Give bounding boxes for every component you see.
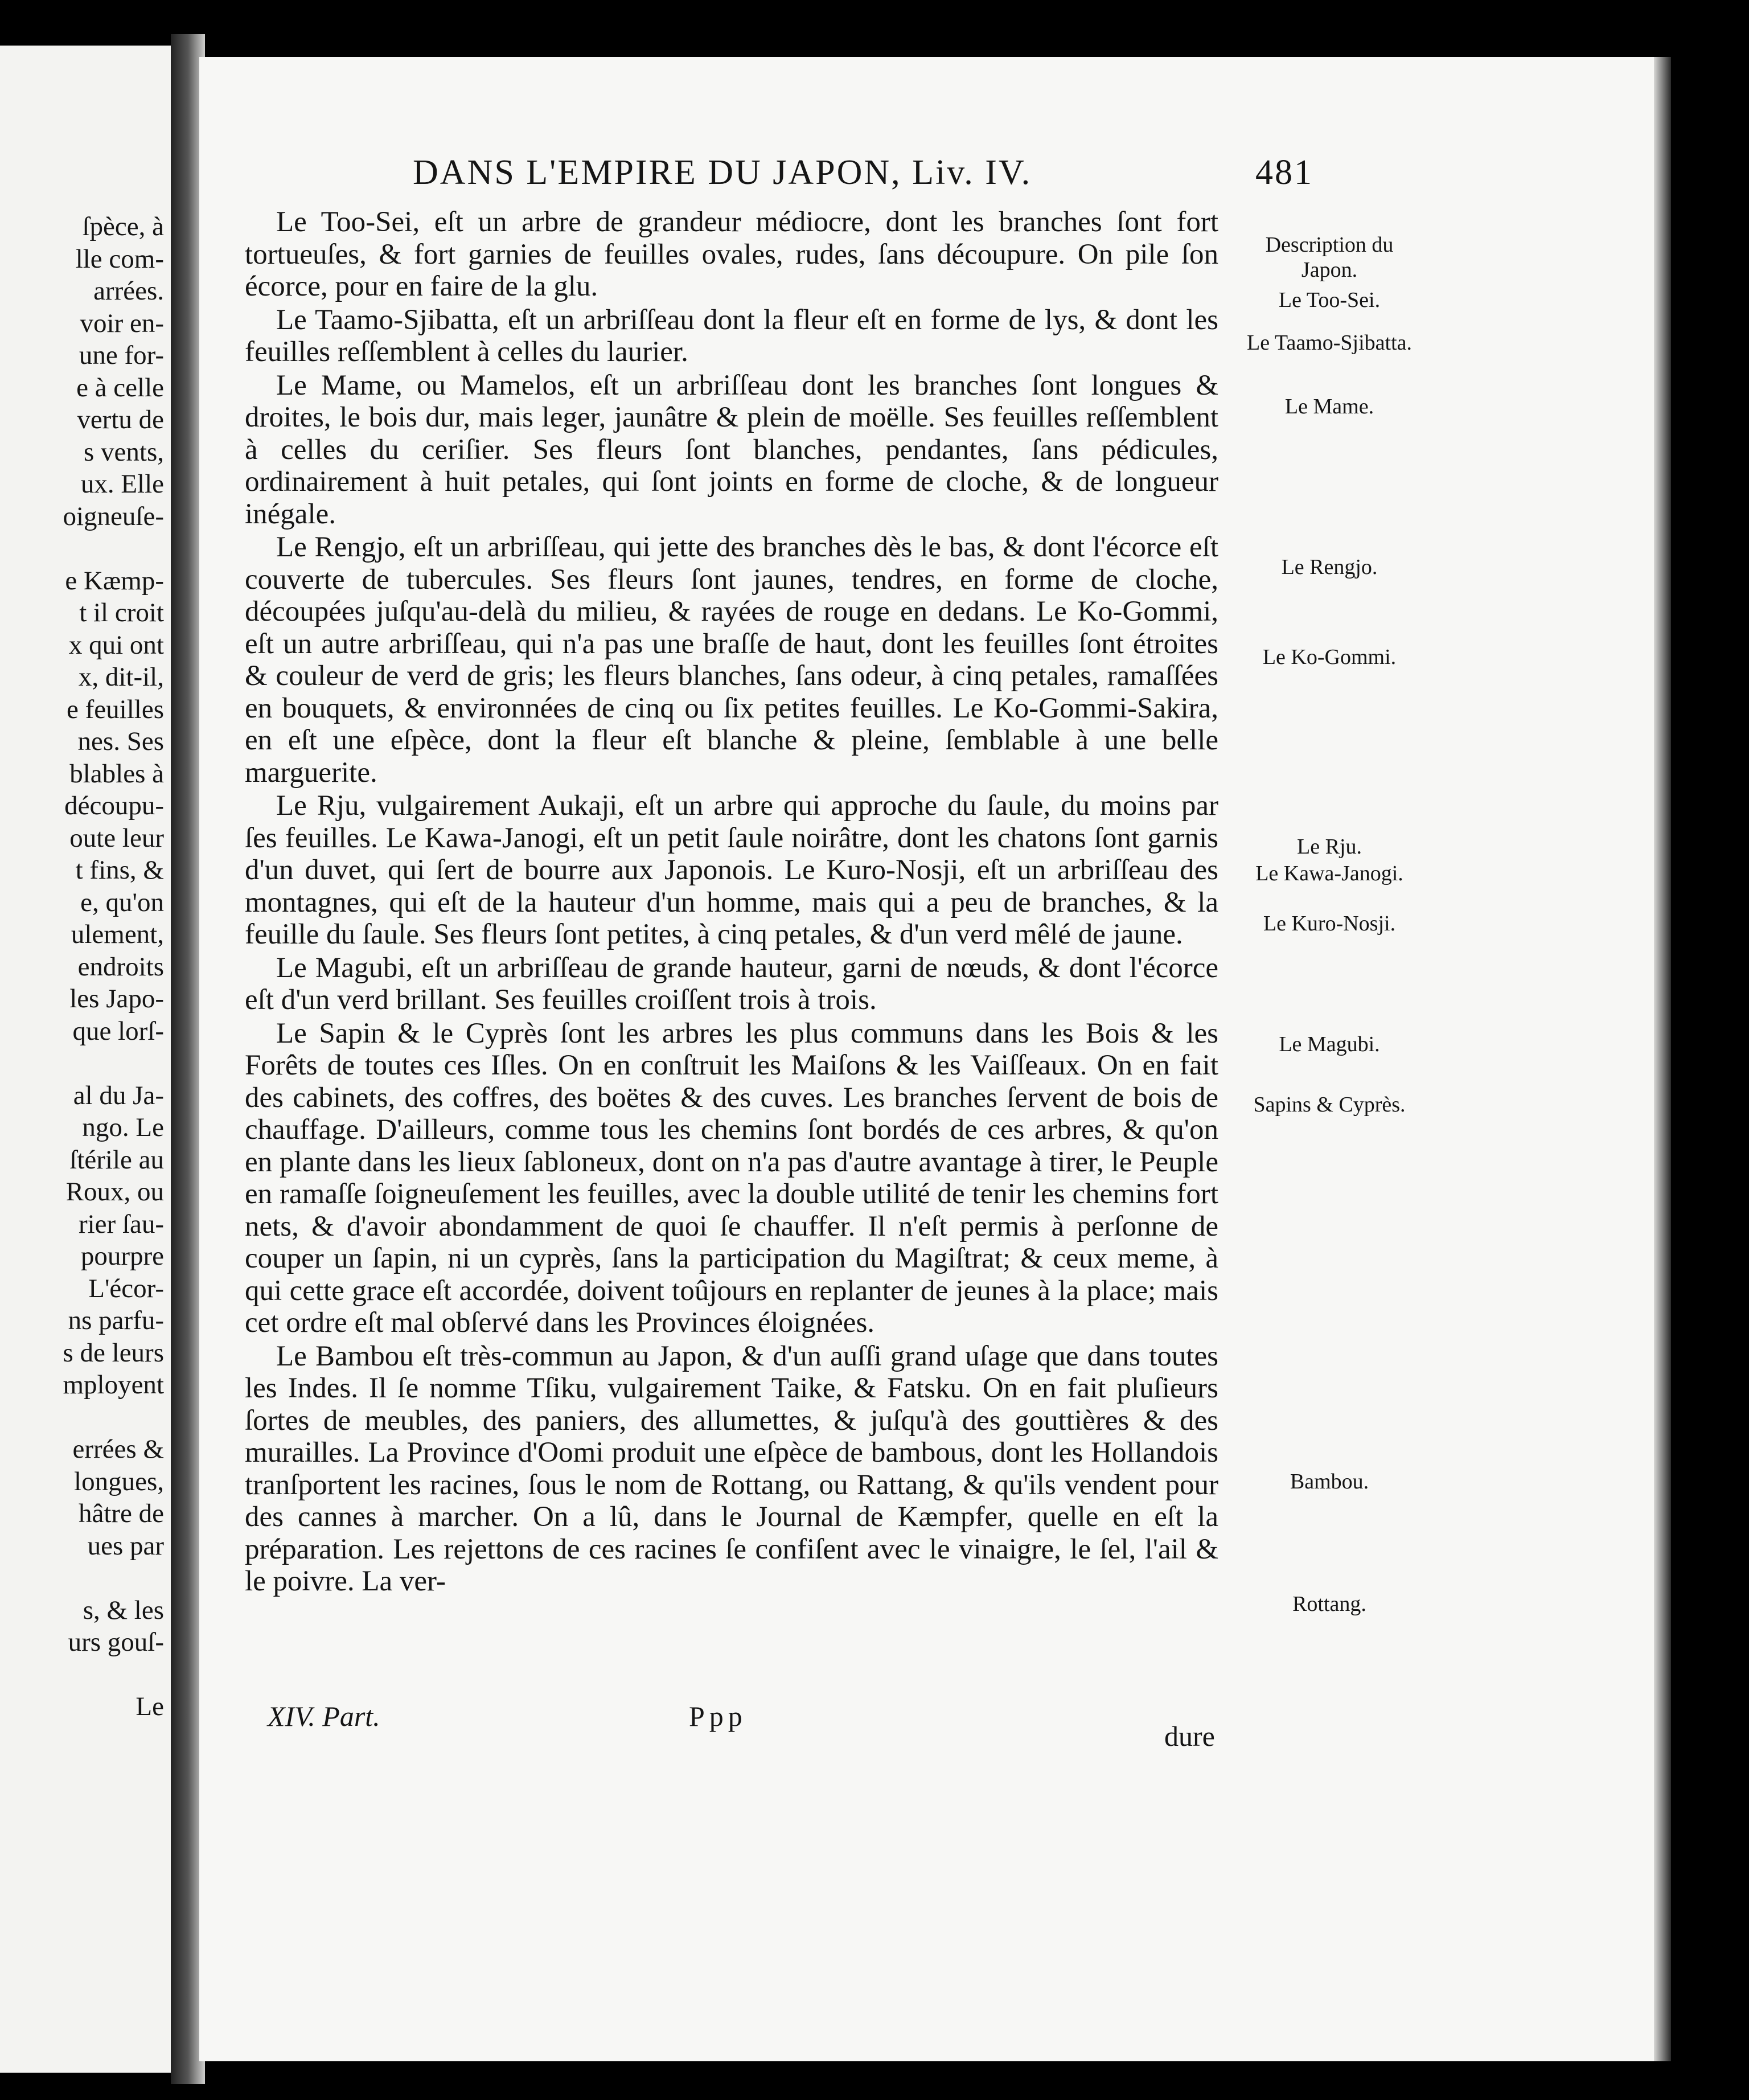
left-page-line: s vents, [84,437,164,467]
paragraph-rengjo: Le Rengjo, eſt un arbriſſeau, qui jette des branches dès le bas, & dont l'écorce eſt couverte de tubercules. Ses fleurs ſont jaunes, tendres, en forme de cloche, découpées juſqu'au-delà du milieu, & rayées de rouge en dedans. Le Ko-Gommi, eſt un autre arbriſſeau, qui n'a pas une braſſe de haut, dont les feuilles ſont étroites & couleur de verd de gris; les fleurs blanches, ſans odeur, à cinq petales, ramaſſées en bouquets, & environnées de cinq ou ſix petites feuilles. Le Ko-Gommi-Sakira, en eſt une eſpèce, dont la fleur eſt blanche & pleine, ſemblable à une belle marguerite. [245,531,1218,789]
margin-note-sapins: Sapins & Cyprès. [1253,1093,1406,1117]
page-number: 481 [1255,153,1313,192]
margin-note-rottang: Rottang. [1292,1592,1366,1616]
margin-note-taamo: Le Taamo-Sjibatta. [1247,331,1412,355]
running-header [413,153,1313,193]
left-page-line: ngo. Le [82,1113,164,1142]
margin-note-kawa-janogi: Le Kawa-Janogi. [1255,862,1403,885]
left-page-line: lle com- [75,244,164,274]
left-page-line: voir en- [80,308,164,338]
margin-note-magubi: Le Magubi. [1279,1032,1380,1056]
left-page-line: blables à [69,758,164,789]
signature-part: XIV. Part. [268,1700,380,1732]
left-page-line: t il croit [79,598,164,627]
paragraph-mame: Le Mame, ou Mamelos, eſt un arbriſſeau dont les branches ſont longues & droites, le bois dur, mais leger, jaunâtre & plein de moëlle. Ses feuilles reſſemblent à celles du ceriſier. Ses fleurs ſont blanches, pendantes, ſans pédicules, ordinairement à huit petales, qui ſont joints en forme de cloche, & de longueur inégale. [245,369,1218,530]
left-page-line: s, & les [83,1595,164,1625]
left-page-line: x qui ont [68,630,164,660]
page-edge [1654,57,1671,2061]
margin-note-mame: Le Mame. [1284,395,1374,419]
paragraph-too-sei: Le Too-Sei, eſt un arbre de grandeur médiocre, dont les branches ſont fort tortueuſes, & fort garnies de feuilles ovales, rudes, ſans découpure. On pile ſon écorce, pour en faire de la glu. [245,206,1218,302]
left-page-line: e à celle [76,372,164,403]
left-page-line: rier ſau- [78,1209,164,1239]
margin-note-rju: Le Rju. [1297,835,1362,859]
margin-note-kuro-nosji: Le Kuro-Nosji. [1263,912,1396,936]
left-page-line: que lorſ- [72,1016,164,1046]
catchword: dure [1164,1720,1215,1752]
left-page-line: pourpre [80,1241,164,1271]
left-page-line: une for- [79,341,164,370]
margin-note-bambou: Bambou. [1290,1470,1369,1494]
left-page-line: e, qu'on [80,887,164,917]
left-page-line: ues par [87,1531,164,1561]
left-page-line: ſtérile au [69,1145,164,1175]
left-page-line: découpu- [64,791,164,821]
margin-note-rengjo: Le Rengjo. [1281,555,1378,579]
left-page-line: oigneuſe- [63,501,164,531]
left-page-fragment [0,46,175,2073]
left-page-line: urs gouſ- [68,1627,164,1657]
left-page-line: arrées. [93,276,164,306]
left-page-line: e feuilles [67,694,164,724]
left-page-line: t fins, & [75,855,164,885]
left-page-line: mployent [63,1370,164,1400]
paragraph-taamo-sjibatta: Le Taamo-Sjibatta, eſt un arbriſſeau dont la fleur eſt en forme de lys, & dont les feuilles reſſemblent à celles du laurier. [245,303,1218,368]
margin-note-too-sei: Le Too-Sei. [1278,288,1381,312]
left-page-line: s de leurs [63,1338,164,1368]
left-page-line: al du Ja- [73,1080,164,1110]
left-page-line: les Japo- [69,984,164,1014]
left-page-line: ns parfu- [68,1306,164,1335]
left-page-line: x, dit-il, [78,662,164,692]
left-page-line: endroits [77,951,164,982]
paragraph-bambou: Le Bambou eſt très-commun au Japon, & d'un auſſi grand uſage que dans toutes les Indes. Il ſe nomme Tſiku, vulgairement Taike, & Fatsku. On en fait pluſieurs ſortes de meubles, des paniers, des allumettes, & juſqu'à des gouttières & des murailles. La Province d'Oomi produit une eſpèce de bambous, dont les Hollandois tranſportent les racines, ſous le nom de Rottang, ou Rattang, & qu'ils vendent pour des cannes à marcher. On a lû, dans le Journal de Kæmpfer, quelle en eſt la préparation. Les rejettons de ces racines ſe confiſent avec le vinaigre, le ſel, l'ail & le poivre. La ver- [245,1340,1218,1597]
left-page-line: Roux, ou [65,1177,164,1207]
left-page-line: longues, [74,1466,164,1496]
body-text [245,206,1218,1599]
left-page-line: nes. Ses [77,727,164,756]
left-page-line: L'écor- [88,1273,164,1303]
running-title: DANS L'EMPIRE DU JAPON, Liv. IV. [413,153,1032,192]
left-page-line: ſpèce, à [82,212,164,241]
left-page-line: oute leur [69,823,164,853]
left-page-line: hâtre de [78,1499,164,1528]
left-page-line: Le [136,1692,164,1721]
left-page-line: ulement, [71,920,164,949]
left-page-line: errées & [72,1434,164,1464]
paragraph-magubi: Le Magubi, eſt un arbriſſeau de grande hauteur, garni de nœuds, & dont l'écorce eſt d'un verd brillant. Ses feuilles croiſſent trois à trois. [245,951,1218,1016]
paragraph-sapin: Le Sapin & le Cyprès ſont les arbres les plus communs dans les Bois & les Forêts de toutes ces Iſles. On en conſtruit les Maiſons & les Vaiſſeaux. On en fait des cabinets, des coffres, des boëtes & des cuves. Les branches ſervent de bois de chauffage. D'ailleurs, comme tous les chemins ſont bordés de ces arbres, & qu'on en plante dans les lieux ſabloneux, dont on n'a pas d'autre avantage à tirer, le Peuple en ramaſſe ſoigneuſement les feuilles, avec la double utilité de tenir les chemins fort nets, & d'avoir abondamment de quoi ſe chauffer. Il n'eſt permis à perſonne de couper un ſapin, ni un cyprès, ſans la participation du Magiſtrat; & ceux meme, à qui cette grace eſt accordée, doivent toûjours en replanter de jeunes à la place; mais cet ordre eſt mal obſervé dans les Provinces éloignées. [245,1017,1218,1339]
signature-mark: Ppp [689,1700,747,1732]
margin-note-description: Description du Japon. [1265,233,1394,282]
left-page-line: e Kæmp- [65,565,164,596]
left-page-line: ux. Elle [80,469,164,499]
left-page-line: vertu de [77,405,164,434]
paragraph-rju: Le Rju, vulgairement Aukaji, eſt un arbre qui approche du ſaule, du moins par ſes feuilles. Le Kawa-Janogi, eſt un petit ſaule noirâtre, dont les chatons ſont garnis d'un duvet, qui ſert de bourre aux Japonois. Le Kuro-Nosji, eſt un arbriſſeau des montagnes, qui eſt de la hauteur d'un homme, mais qui a peu de branches, & la feuille du ſaule. Ses fleurs ſont petites, à cinq petales, & d'un verd mêlé de jaune. [245,790,1218,950]
margin-note-ko-gommi: Le Ko-Gommi. [1262,645,1397,669]
